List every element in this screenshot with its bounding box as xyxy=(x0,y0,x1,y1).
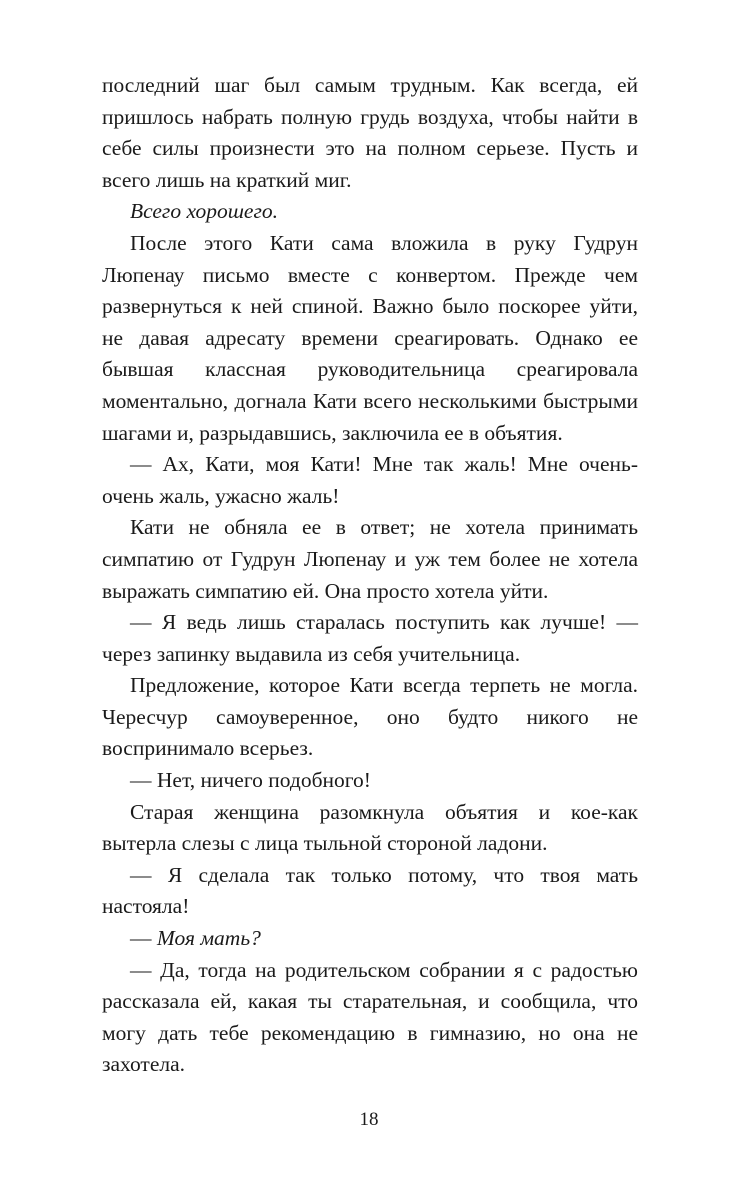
paragraph-dialogue-best: — Я ведь лишь старалась поступить как лучше! — через запинку выдавила из себя учительница. xyxy=(102,610,638,666)
paragraph-sentence: Предложение, которое Кати всегда терпеть не могла. Чересчур самоуверенное, оно будто никого не воспринимало всерьез. xyxy=(102,673,638,761)
paragraph-letter: После этого Кати сама вложила в руку Гудрун Люпенау письмо вместе с конвертом. Прежде чем развернуться к ней спиной. Важно было поскорее уйти, не давая адресату времени среагировать. Однако ее бывшая классная руководительница среагировала моментально, догнала Кати всего несколькими быстрыми шагами и, разрыдавшись, заключила ее в объятия. xyxy=(102,230,638,445)
paragraph-continuation: последний шаг был самым трудным. Как всегда, ей пришлось набрать полную грудь воздуха, чтобы найти в себе силы произнести это на полном серьезе. Пусть и всего лишь на краткий миг. xyxy=(102,73,638,192)
dash: — xyxy=(130,926,157,951)
paragraph-farewell: Всего хорошего. xyxy=(130,199,278,224)
paragraph-dialogue-nothing: — Нет, ничего подобного! xyxy=(130,768,371,793)
paragraph-dialogue-sorry: — Ах, Кати, моя Кати! Мне так жаль! Мне очень-очень жаль, ужасно жаль! xyxy=(102,452,638,508)
paragraph-dialogue-meeting: — Да, тогда на родительском собрании я с радостью рассказала ей, какая ты старательная, и сообщила, что могу дать тебе рекомендацию в гимназию, но она не захотела. xyxy=(102,957,638,1077)
paragraph-old-woman: Старая женщина разомкнула объятия и кое-как вытерла слезы с лица тыльной стороной ладони. xyxy=(102,799,638,856)
paragraph-dialogue-mother: — Я сделала так только потому, что твоя мать настояла! xyxy=(102,862,638,919)
paragraph-no-hug: Кати не обняла ее в ответ; не хотела принимать симпатию от Гудрун Люпенау и уж тем более не хотела выражать симпатию ей. Она просто хотела уйти. xyxy=(102,515,638,603)
book-page-text xyxy=(102,70,638,1081)
italic-phrase: Моя мать? xyxy=(156,926,261,951)
page-number: 18 xyxy=(359,1109,379,1130)
paragraph-dialogue-my-mother xyxy=(102,923,638,955)
